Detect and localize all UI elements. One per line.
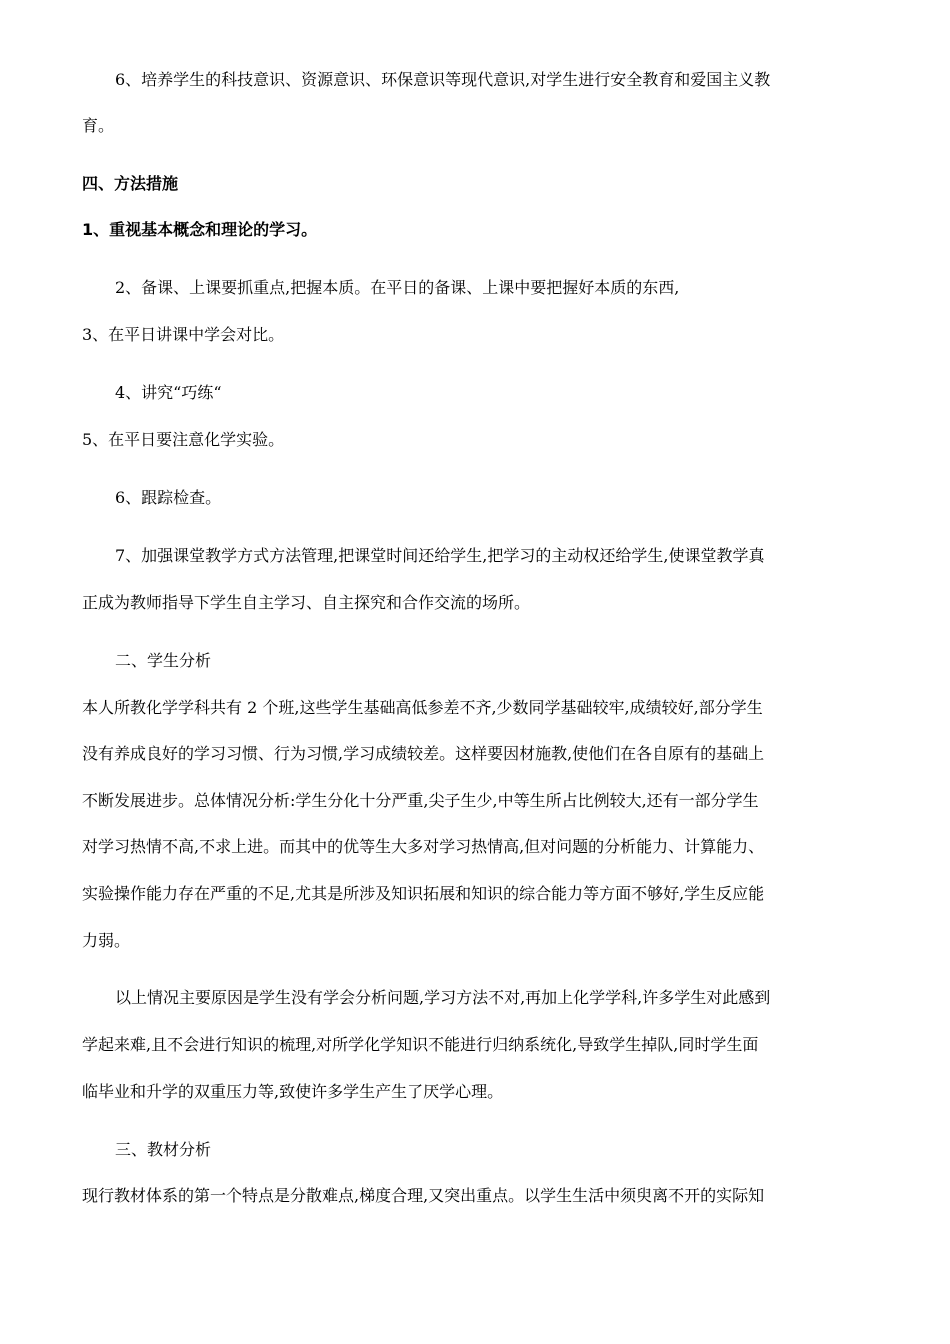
paragraph-line: 7、加强课堂教学方式方法管理,把课堂时间还给学生,把学习的主动权还给学生,使课堂教学真 <box>115 546 765 565</box>
paragraph-line: 不断发展进步。总体情况分析:学生分化十分严重,尖子生少,中等生所占比例较大,还有一部分学生 <box>82 791 759 810</box>
section-heading: 三、教材分析 <box>115 1140 212 1159</box>
paragraph-line: 3、在平日讲课中学会对比。 <box>82 325 285 344</box>
paragraph-line: 学起来难,且不会进行知识的梳理,对所学化学知识不能进行归纳系统化,导致学生掉队,同时学生面 <box>82 1035 759 1054</box>
paragraph-line: 6、跟踪检查。 <box>115 488 222 507</box>
section-item-heading: 1、重视基本概念和理论的学习。 <box>82 220 318 239</box>
paragraph-line: 实验操作能力存在严重的不足,尤其是所涉及知识拓展和知识的综合能力等方面不够好,学生反应能 <box>82 884 765 903</box>
paragraph-line: 育。 <box>82 116 115 135</box>
paragraph-line: 6、培养学生的科技意识、资源意识、环保意识等现代意识,对学生进行安全教育和爱国主义教 <box>115 70 771 89</box>
section-heading: 二、学生分析 <box>115 651 212 670</box>
paragraph-line: 5、在平日要注意化学实验。 <box>82 430 285 449</box>
paragraph-line: 力弱。 <box>82 931 131 950</box>
paragraph-line: 以上情况主要原因是学生没有学会分析问题,学习方法不对,再加上化学学科,许多学生对此感到 <box>115 988 771 1007</box>
section-heading: 四、方法措施 <box>82 174 179 193</box>
paragraph-line: 对学习热情不高,不求上进。而其中的优等生大多对学习热情高,但对问题的分析能力、计算能力、 <box>82 837 765 856</box>
paragraph-line: 临毕业和升学的双重压力等,致使许多学生产生了厌学心理。 <box>82 1082 504 1101</box>
paragraph-line: 没有养成良好的学习习惯、行为习惯,学习成绩较差。这样要因材施教,使他们在各自原有的基础上 <box>82 744 765 763</box>
paragraph-line: 现行教材体系的第一个特点是分散难点,梯度合理,又突出重点。以学生生活中须臾离不开的实际知 <box>82 1186 765 1205</box>
paragraph-line: 本人所教化学学科共有 2 个班,这些学生基础高低参差不齐,少数同学基础较牢,成绩较好,部分学生 <box>82 698 763 717</box>
paragraph-line: 4、讲究“巧练“ <box>115 383 222 402</box>
paragraph-line: 2、备课、上课要抓重点,把握本质。在平日的备课、上课中要把握好本质的东西, <box>115 278 680 297</box>
paragraph-line: 正成为教师指导下学生自主学习、自主探究和合作交流的场所。 <box>82 593 531 612</box>
